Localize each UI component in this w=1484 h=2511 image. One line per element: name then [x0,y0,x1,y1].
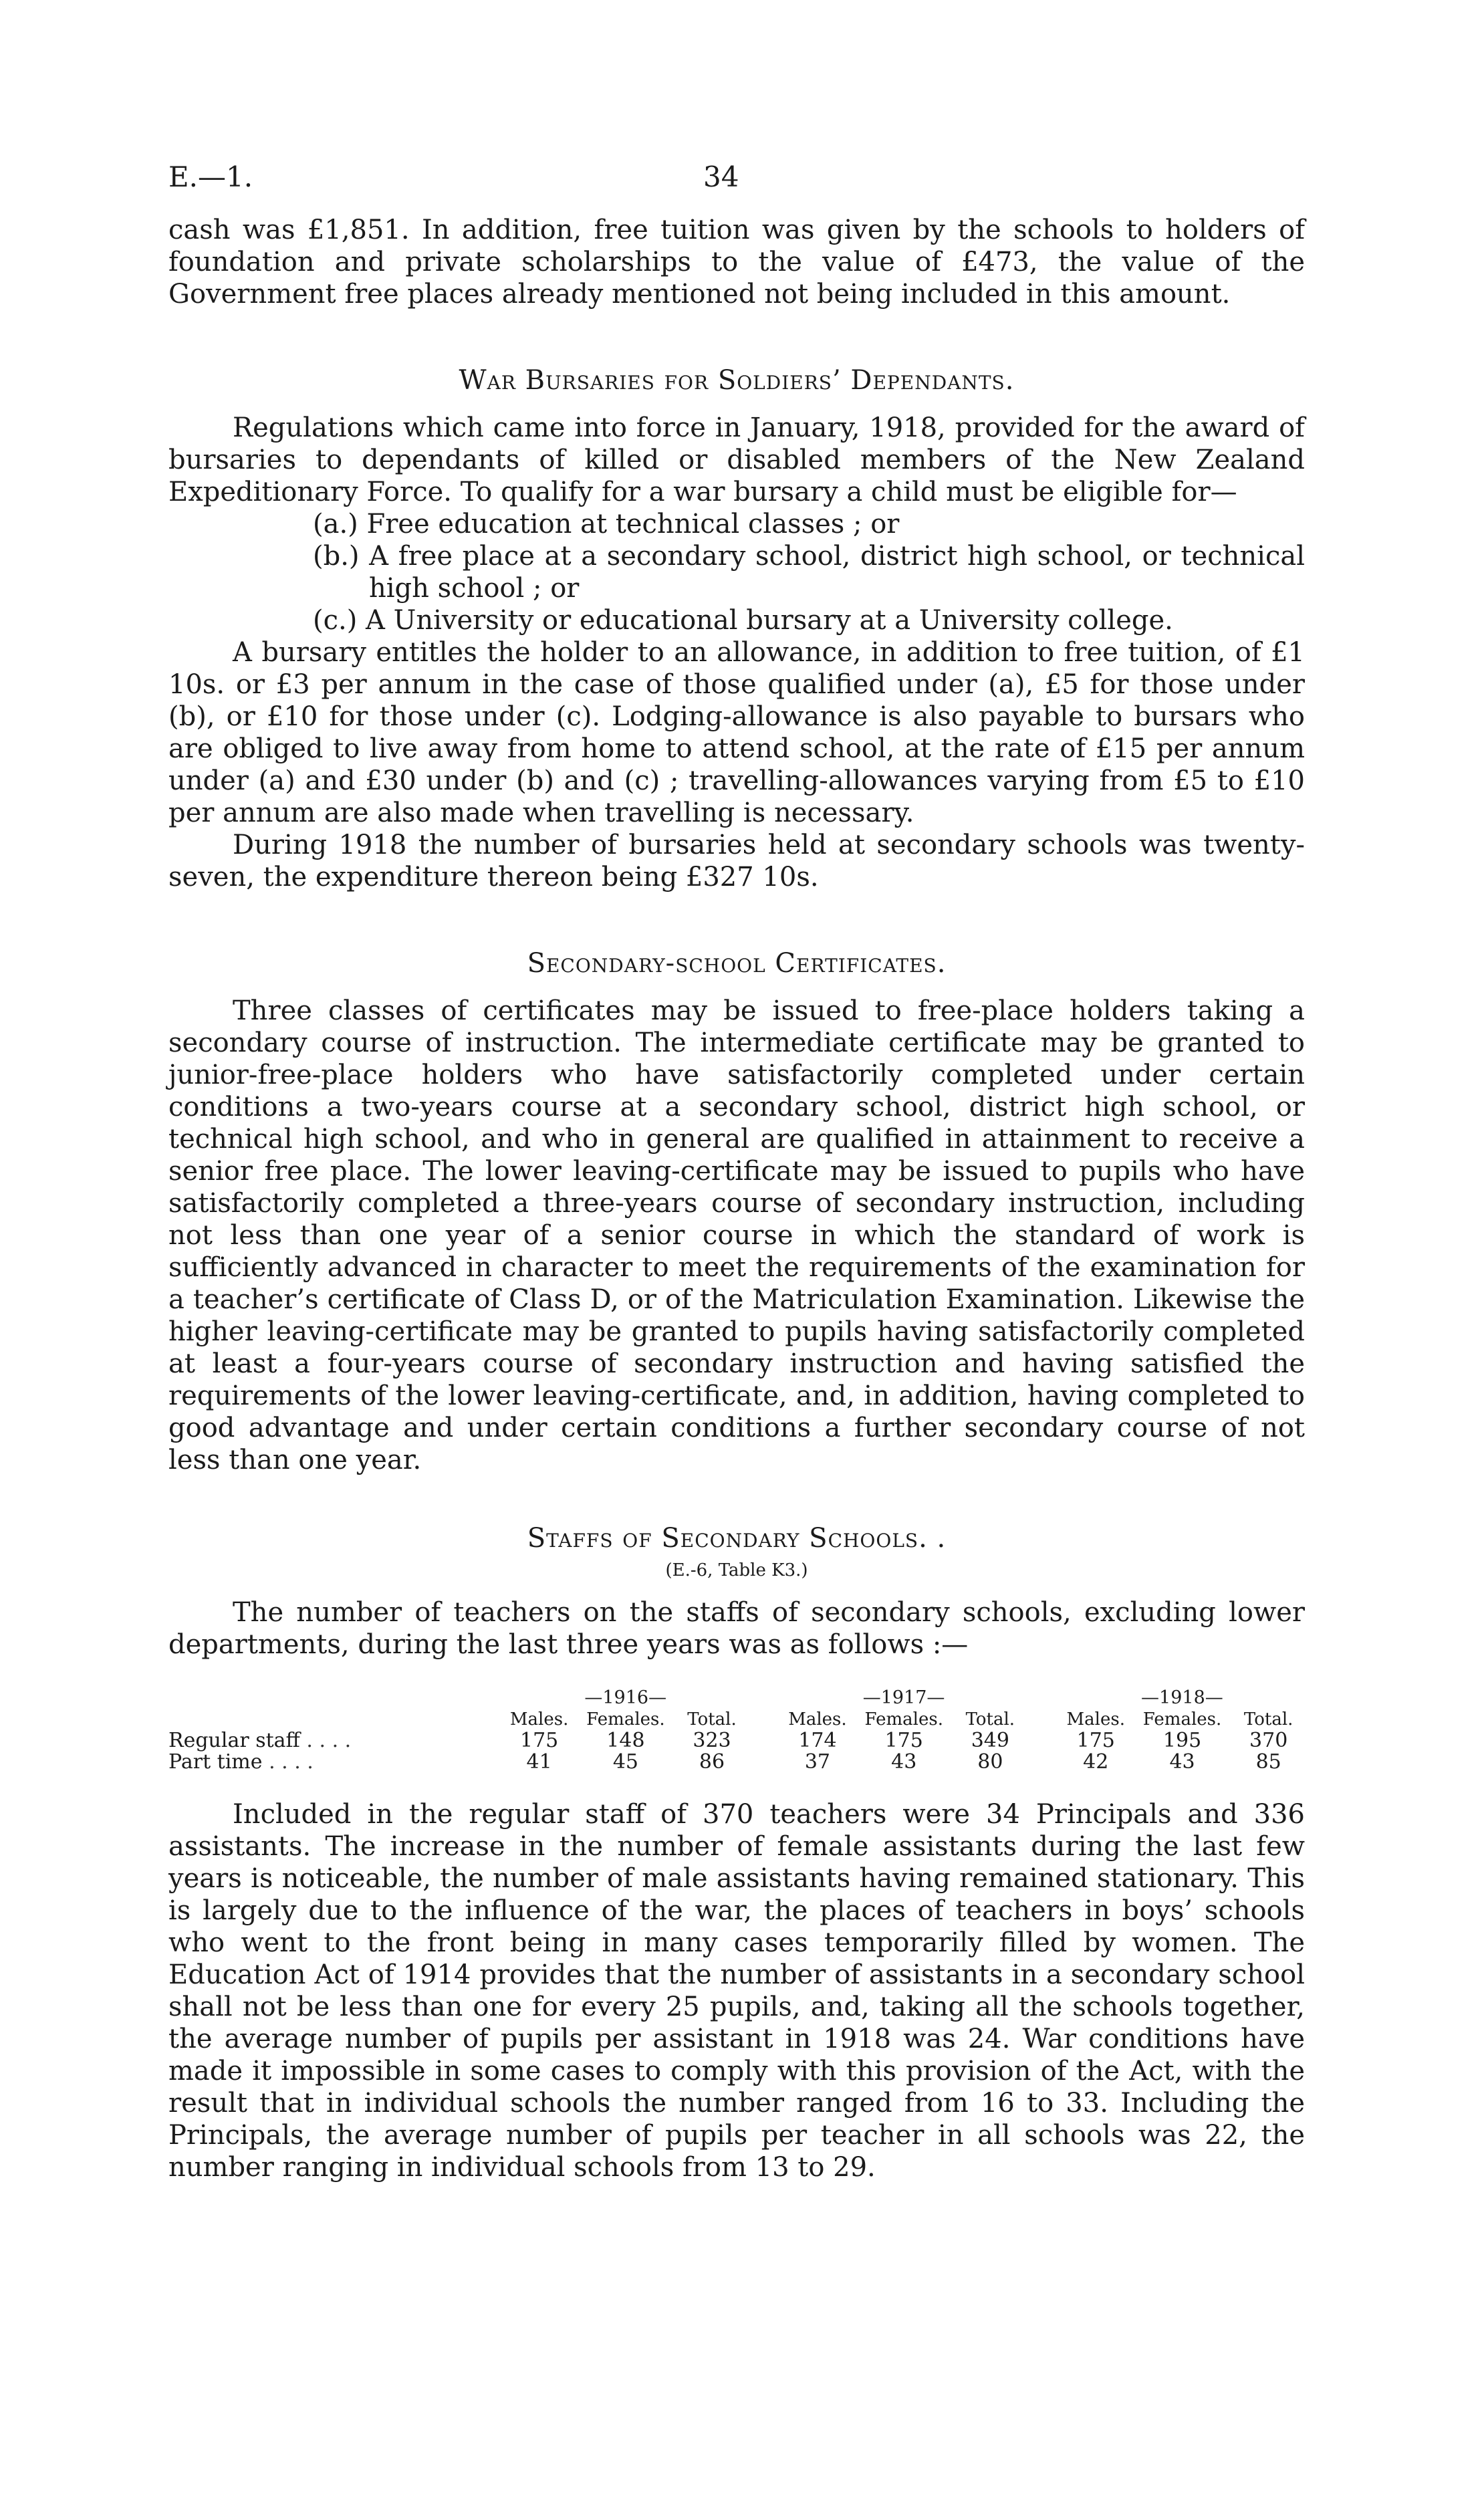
table-row [168,1752,1312,1773]
table-cell: 41 [526,1750,552,1774]
column-header: Males. [788,1709,847,1729]
table-cell: 174 [798,1729,837,1752]
table-cell: 43 [1169,1750,1195,1774]
column-header: Total. [1243,1709,1293,1729]
staffs-subheading: (E.-6, Table K3.) [665,1560,808,1580]
table-cell: 45 [612,1750,638,1774]
table-cell: 148 [606,1729,645,1752]
war-bursaries-paragraph-3: During 1918 the number of bursaries held at secondary schools was twenty-seven, the expenditure thereon being £327 10s. [168,830,1305,892]
table-cell: 43 [891,1750,917,1774]
year-header: —1918— [1141,1687,1223,1708]
column-header: Males. [1066,1709,1125,1729]
page-header [168,160,1305,214]
certificates-paragraph: Three classes of certificates may be issued to free-place holders taking a secondary course of instruction. The intermediate certificate may be granted to junior-free-place holders who have satisfactorily completed under certain conditions a two-years course at a secondary school, district high school, or technical high school, and who in general are qualified in attainment to receive a senior free place. The lower leaving-certificate may be issued to pupils who have satisfactorily completed a three-years course of secondary instruction, including not less than one year of a senior course in which the standard of work is sufficiently advanced in character to meet the requirements of the examination for a teacher’s certificate of Class D, or of the Matriculation Examination. Likewise the higher leaving-certificate may be granted to pupils having satisfactorily completed at least a four-years course of secondary instruction and having satisfied the requirements of the lower leaving-certificate, and, in addition, having completed to good advantage and under certain conditions a further secondary course of not less than one year. [168,995,1305,1475]
list-item: (c.) A University or educational bursary at a University college. [313,605,1173,636]
table-cell: 85 [1255,1750,1281,1774]
column-header: Total. [687,1709,737,1729]
table-row [168,1730,1312,1752]
staffs-paragraph-1: The number of teachers on the staffs of secondary schools, excluding lower departments, during the last three years was as follows :— [168,1597,1305,1660]
leader-dots: . . . . [269,1750,314,1774]
war-bursaries-paragraph-1: Regulations which came into force in January, 1918, provided for the award of bursaries to dependants of killed or disabled members of the New Zealand Expeditionary Force. To qualify for a war bursary a child must be eligible for— [168,412,1305,507]
eligibility-list [168,508,1305,636]
war-bursaries-heading: War Bursaries for Soldiers’ Dependants. [459,365,1015,396]
table-cell: 175 [1076,1729,1115,1752]
certificates-heading: Secondary-school Certificates. [527,948,947,979]
table-cell: 42 [1083,1750,1109,1774]
list-item: (a.) Free education at technical classes ; or [313,509,900,540]
table-cell: 349 [971,1729,1009,1752]
row-label: Part time [168,1750,263,1774]
year-header: —1916— [584,1687,667,1708]
list-item: (b.) A free place at a secondary school, district high school, or technical high school ; or [313,541,1305,604]
column-header: Total. [965,1709,1015,1729]
table-year-row [168,1687,1312,1709]
leader-dots: . . . . [306,1729,352,1752]
column-header: Females. [864,1709,943,1729]
table-cell: 86 [699,1750,725,1774]
staffs-heading: Staffs of Secondary Schools. . [527,1523,947,1554]
row-label: Regular staff [168,1729,300,1752]
year-header: —1917— [862,1687,945,1708]
war-bursaries-paragraph-2: A bursary entitles the holder to an allowance, in addition to free tuition, of £1 10s. or £3 per annum in the case of those qualified under (a), £5 for those under (b), or £10 for those under (c). Lodging-allowance is also payable to bursars who are obliged to live away from home to attend school, at the rate of £15 per annum under (a) and £30 under (b) and (c) ; travelling-allowances varying from £5 to £10 per annum are also made when travelling is necessary. [168,637,1305,828]
document-page [168,160,1305,2183]
table-header-row [168,1709,1312,1730]
staff-table [168,1687,1312,1773]
table-cell: 175 [520,1729,559,1752]
page-number: 34 [703,160,739,193]
table-cell: 37 [804,1750,831,1774]
table-cell: 80 [977,1750,1003,1774]
table-cell: 195 [1162,1729,1202,1752]
column-header: Males. [509,1709,569,1729]
intro-paragraph: cash was £1,851. In addition, free tuition was given by the schools to holders of foundation and private scholarships to the value of £473, the value of the Government free places already mentioned not being included in this amount. [168,215,1305,310]
table-cell: 370 [1249,1729,1288,1752]
table-cell: 323 [693,1729,731,1752]
staffs-paragraph-2: Included in the regular staff of 370 teachers were 34 Principals and 336 assistants. The increase in the number of female assistants during the last few years is noticeable, the number of male assistants having remained stationary. This is largely due to the influence of the war, the places of teachers in boys’ schools who went to the front being in many cases temporarily filled by women. The Education Act of 1914 provides that the number of assistants in a secondary school shall not be less than one for every 25 pupils, and, taking all the schools together, the average number of pupils per assistant in 1918 was 24. War conditions have made it impossible in some cases to comply with this provision of the Act, with the result that in individual schools the number ranged from 16 to 33. Including the Principals, the average number of pupils per teacher in all schools was 22, the number ranging in individual schools from 13 to 29. [168,1799,1305,2183]
document-code: E.—1. [168,160,253,193]
table-cell: 175 [884,1729,923,1752]
column-header: Females. [586,1709,665,1729]
column-header: Females. [1142,1709,1222,1729]
